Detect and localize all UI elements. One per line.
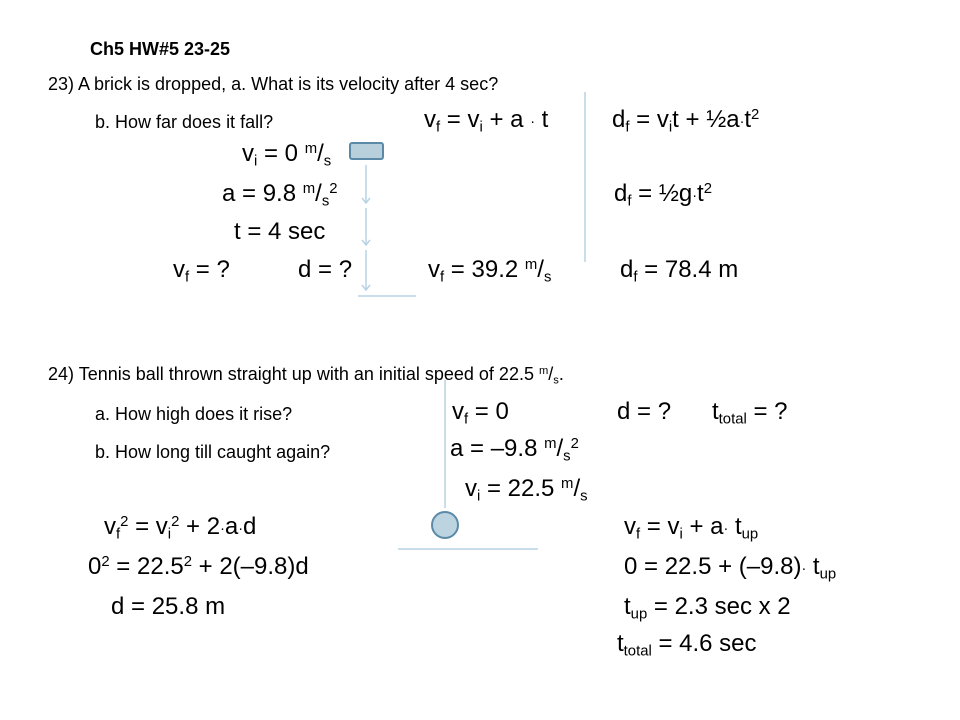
unknown-d: d = ? bbox=[298, 256, 353, 283]
substitution-distance: $0^2 = 22.5^2 + 2(-9.8)d$ bbox=[88, 553, 309, 580]
problem-24-part-a: a. How high does it rise? bbox=[95, 404, 293, 424]
fall-arrow-2 bbox=[362, 208, 370, 245]
eq-vf-tup: $v_f = v_i + a\cdot t_{up}$ bbox=[624, 513, 759, 543]
answer-ttotal: $t_{total} = 4.6$ sec bbox=[617, 630, 757, 660]
substitution-time: $0 = 22.5 + (-9.8)\cdot t_{up}$ bbox=[624, 553, 837, 583]
eq-vf-squared: $v_f^2 = v_i^2 + 2\cdot a\cdot d$ bbox=[104, 513, 257, 543]
eq-vf-velocity: $v_f = v_i + a \cdot t$ bbox=[424, 106, 549, 136]
brick-shape bbox=[350, 143, 383, 159]
tennis-ball-shape bbox=[432, 512, 458, 538]
given-a-24: a = –9.8 $^m/_s^2$ bbox=[450, 435, 579, 465]
eq-df-distance: $d_f = v_it$ + $\frac{1}{2}a\cdot t^2$ bbox=[612, 106, 760, 136]
problem-24-part-b: b. How long till caught again? bbox=[95, 442, 331, 462]
given-a: a = 9.8 $^m/_s^2$ bbox=[222, 180, 338, 210]
fall-arrow-1 bbox=[362, 165, 370, 203]
given-vi-24: $v_i = 22.5$ $^m/_s$ bbox=[465, 475, 588, 505]
unknown-d-24: d = ? bbox=[617, 398, 672, 425]
eq-df-half-g: $d_f$ = $\frac{1}{2}g\cdot t^2$ bbox=[614, 180, 712, 210]
page-title: Ch5 HW#5 23-25 bbox=[90, 39, 231, 59]
answer-d-24: d = 25.8 m bbox=[111, 593, 226, 620]
unknown-vf: $v_f$ = ? bbox=[173, 256, 230, 286]
unknown-ttotal: $t_{total}$ = ? bbox=[712, 398, 788, 428]
fall-arrow-3 bbox=[362, 250, 370, 290]
answer-df: $d_f = 78.4$ m bbox=[620, 256, 739, 286]
answer-vf: $v_f = 39.2$ $^m/_s$ bbox=[428, 256, 552, 286]
problem-23-question: 23) A brick is dropped, a. What is its velocity after 4 sec? bbox=[48, 74, 499, 94]
given-vf-zero: $v_f = 0$ bbox=[452, 398, 509, 428]
given-vi: $v_i = 0$ $^m/_s$ bbox=[242, 140, 332, 170]
answer-tup: $t_{up} = 2.3$ sec x 2 bbox=[624, 593, 791, 623]
given-t: t = 4 sec bbox=[234, 218, 326, 245]
problem-23-part-b: b. How far does it fall? bbox=[95, 112, 274, 132]
problem-24-question: 24) Tennis ball thrown straight up with an initial speed of 22.5 $^m/_s$. bbox=[48, 364, 564, 387]
